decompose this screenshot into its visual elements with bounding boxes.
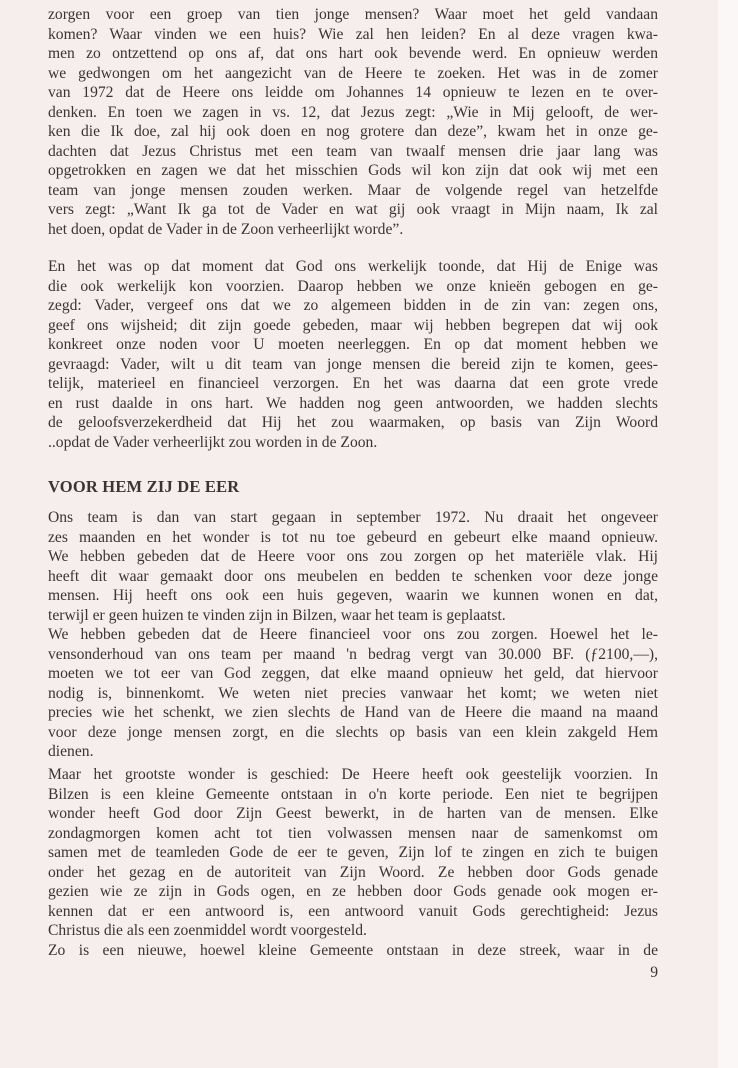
text-line: zorgen voor een groep van tien jonge mensen? Waar moet het geld vandaan xyxy=(48,6,658,23)
text-line: wonder heeft God door Zijn Geest bewerkt, in de harten van de mensen. Elke xyxy=(48,805,658,822)
text-line: gevraagd: Vader, wilt u dit team van jonge mensen die bereid zijn te komen, gees- xyxy=(48,355,658,373)
text-line: ..opdat de Vader verheerlijkt zou worden in de Zoon. xyxy=(48,433,378,451)
paragraph xyxy=(48,941,658,961)
text-line: zegd: Vader, vergeef ons dat we zo algemeen bidden in de zin van: zegen ons, xyxy=(48,297,658,314)
text-line: We hebben gebeden dat de Heere financieel voor ons zou zorgen. Hoewel het le- xyxy=(48,626,658,643)
text-line: nodig is, binnenkomt. We weten niet precies vanwaar het komt; we weten niet xyxy=(48,684,658,702)
text-line: Maar het grootste wonder is geschied: De Heere heeft ook geestelijk voorzien. In xyxy=(48,766,658,783)
paragraph xyxy=(48,508,658,625)
paragraph xyxy=(48,5,658,239)
text-line: denken. En toen we zagen in vs. 12, dat Jezus zegt: „Wie in Mij gelooft, de wer- xyxy=(48,103,658,121)
text-line: vers zegt: „Want Ik ga tot de Vader en wat gij ook vraagt in Mijn naam, Ik zal xyxy=(48,201,658,218)
text-line: geef ons wijsheid; dit zijn goede gebeden, maar wij hebben begrepen dat wij ook xyxy=(48,316,658,334)
text-line: mensen. Hij heeft ons ook een huis gegeven, waarin we kunnen wonen en dat, xyxy=(48,587,658,604)
text-line: die ook werkelijk kon voorzien. Daarop hebben we onze knieën gebogen en ge- xyxy=(48,277,658,295)
text-line: gezien wie ze zijn in Gods ogen, en ze hebben door Gods genade ook mogen er- xyxy=(48,883,658,900)
page-number: 9 xyxy=(650,964,658,981)
text-line: dachten dat Jezus Christus met een team van twaalf mensen drie jaar lang was xyxy=(48,142,658,160)
text-line: vensonderhoud van ons team per maand 'n bedrag vergt van 30.000 BF. (ƒ2100,—), xyxy=(48,645,658,663)
text-line: komen? Waar vinden we een huis? Wie zal hen leiden? En al deze vragen kwa- xyxy=(48,25,658,43)
text-line: dienen. xyxy=(48,743,94,760)
text-line: samen met de teamleden Gode de eer te geven, Zijn lof te zingen en zich te buigen xyxy=(48,844,658,861)
text-line: en rust daalde in ons hart. We hadden nog geen antwoorden, we hadden slechts xyxy=(48,394,658,412)
page-edge xyxy=(718,0,738,1068)
paragraph xyxy=(48,257,658,452)
text-line: konkreet onze noden voor U moeten neerleggen. En op dat moment hebben we xyxy=(48,336,658,353)
text-line: zondagmorgen komen acht tot tien volwassen mensen naar de samenkomst om xyxy=(48,824,658,842)
text-line: onder het gezag en de autoriteit van Zijn Woord. Ze hebben door Gods genade xyxy=(48,863,658,881)
text-line: precies wie het schenkt, we zien slechts de Hand van de Heere die maand na maand xyxy=(48,704,658,721)
text-line: men zo ontzettend op ons af, dat ons hart ook bevende werd. En opnieuw werden xyxy=(48,45,658,62)
text-line: Zo is een nieuwe, hoewel kleine Gemeente ontstaan in deze streek, waar in de xyxy=(48,941,658,959)
text-line: voor deze jonge mensen zorgt, en die slechts op basis van een klein zakgeld Hem xyxy=(48,723,658,741)
text-line: zes maanden en het wonder is tot nu toe gebeurd en gebeurt elke maand opnieuw. xyxy=(48,528,658,546)
text-line: heeft dit waar gemaakt door ons meubelen en bedden te schenken voor deze jonge xyxy=(48,567,658,585)
text-line: kennen dat er een antwoord is, een antwoord vanuit Gods gerechtigheid: Jezus xyxy=(48,902,658,920)
document-page xyxy=(48,5,658,983)
text-line: we gedwongen om het aangezicht van de Heere te zoeken. Het was in de zomer xyxy=(48,64,658,82)
section-heading: VOOR HEM ZIJ DE EER xyxy=(48,477,240,496)
text-line: het doen, opdat de Vader in de Zoon verheerlijkt worde”. xyxy=(48,220,404,238)
paragraph xyxy=(48,765,658,941)
text-line: de geloofsverzekerdheid dat Hij het zou waarmaken, op basis van Zijn Woord xyxy=(48,414,658,431)
text-line: terwijl er geen huizen te vinden zijn in Bilzen, waar het team is geplaatst. xyxy=(48,606,506,624)
text-line: van 1972 dat de Heere ons leidde om Johannes 14 opnieuw te lezen en te over- xyxy=(48,84,658,101)
text-line: En het was op dat moment dat God ons werkelijk toonde, dat Hij de Enige was xyxy=(48,258,658,275)
text-line: Bilzen is een kleine Gemeente ontstaan in o'n korte periode. Een niet te begrijpen xyxy=(48,785,658,803)
text-line: We hebben gebeden dat de Heere voor ons zou zorgen op het materiële vlak. Hij xyxy=(48,548,658,565)
text-line: Ons team is dan van start gegaan in september 1972. Nu draait het ongeveer xyxy=(48,509,658,526)
text-line: moeten we tot eer van God zeggen, dat elke maand opnieuw het geld, dat hiervoor xyxy=(48,665,658,682)
text-line: telijk, materieel en financieel verzorgen. En het was daarna dat een grote vrede xyxy=(48,375,658,392)
text-line: ken die Ik doe, zal hij ook doen en nog grotere dan deze”, kwam het in onze ge- xyxy=(48,123,658,140)
text-line: Christus die als een zoenmiddel wordt voorgesteld. xyxy=(48,922,367,939)
paragraph xyxy=(48,625,658,762)
text-line: team van jonge mensen zouden werken. Maar de volgende regel van hetzelfde xyxy=(48,181,658,199)
text-line: opgetrokken en zagen we dat het misschien Gods wil kon zijn dat ook wij met een xyxy=(48,162,658,179)
